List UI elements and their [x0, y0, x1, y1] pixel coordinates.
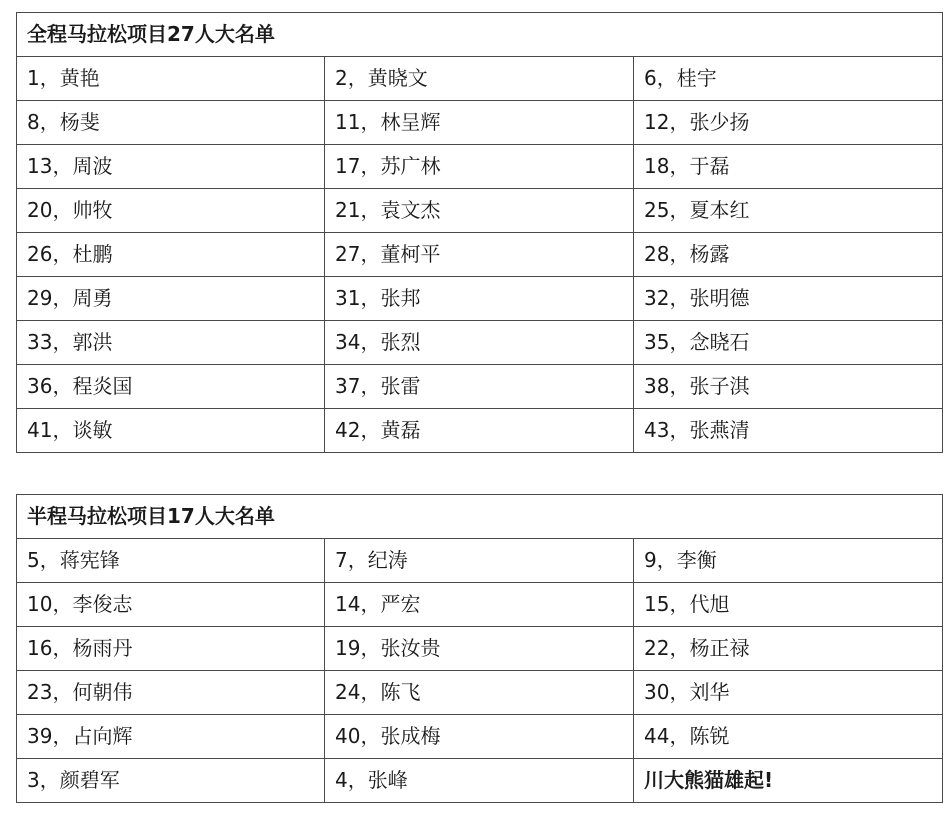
table-row [17, 277, 943, 321]
roster-cell: 26，杜鹏 [17, 233, 325, 277]
roster-cell: 43，张燕清 [634, 409, 943, 453]
table-row [17, 627, 943, 671]
roster-cell: 19，张汝贵 [325, 627, 634, 671]
roster-cell: 13，周波 [17, 145, 325, 189]
half-marathon-table [16, 494, 943, 803]
roster-cell: 36，程炎国 [17, 365, 325, 409]
roster-cell: 7，纪涛 [325, 539, 634, 583]
roster-cell: 38，张子淇 [634, 365, 943, 409]
roster-cell: 5，蒋宪锋 [17, 539, 325, 583]
full-marathon-title: 全程马拉松项目27人大名单 [17, 13, 943, 57]
roster-cell: 1，黄艳 [17, 57, 325, 101]
roster-cell: 15，代旭 [634, 583, 943, 627]
table-title-row [17, 495, 943, 539]
roster-cell: 20，帅牧 [17, 189, 325, 233]
slogan-cell: 川大熊猫雄起! [634, 759, 943, 803]
table-row [17, 57, 943, 101]
roster-cell: 33，郭洪 [17, 321, 325, 365]
roster-cell: 14，严宏 [325, 583, 634, 627]
table-row [17, 715, 943, 759]
roster-cell: 10，李俊志 [17, 583, 325, 627]
roster-cell: 39，占向辉 [17, 715, 325, 759]
table-row [17, 671, 943, 715]
roster-cell: 4，张峰 [325, 759, 634, 803]
roster-cell: 16，杨雨丹 [17, 627, 325, 671]
roster-cell: 27，董柯平 [325, 233, 634, 277]
roster-cell: 35，念晓石 [634, 321, 943, 365]
cropped-previous-text [40, 0, 560, 4]
roster-cell: 34，张烈 [325, 321, 634, 365]
table-row [17, 583, 943, 627]
roster-cell: 9，李衡 [634, 539, 943, 583]
roster-cell: 41，谈敏 [17, 409, 325, 453]
table-title-row [17, 13, 943, 57]
table-row [17, 759, 943, 803]
roster-cell: 32，张明德 [634, 277, 943, 321]
roster-cell: 3，颜碧军 [17, 759, 325, 803]
roster-cell: 22，杨正禄 [634, 627, 943, 671]
full-marathon-table [16, 12, 943, 453]
table-row [17, 101, 943, 145]
roster-cell: 21，袁文杰 [325, 189, 634, 233]
roster-cell: 25，夏本红 [634, 189, 943, 233]
roster-cell: 17，苏广林 [325, 145, 634, 189]
roster-cell: 44，陈锐 [634, 715, 943, 759]
roster-cell: 6，桂宇 [634, 57, 943, 101]
roster-cell: 40，张成梅 [325, 715, 634, 759]
table-row [17, 321, 943, 365]
roster-cell: 8，杨斐 [17, 101, 325, 145]
half-marathon-title: 半程马拉松项目17人大名单 [17, 495, 943, 539]
table-row [17, 365, 943, 409]
roster-cell: 24，陈飞 [325, 671, 634, 715]
table-row [17, 145, 943, 189]
roster-cell: 30，刘华 [634, 671, 943, 715]
table-row [17, 233, 943, 277]
roster-cell: 31，张邦 [325, 277, 634, 321]
roster-cell: 23，何朝伟 [17, 671, 325, 715]
table-row [17, 189, 943, 233]
roster-cell: 11，林呈辉 [325, 101, 634, 145]
roster-cell: 12，张少扬 [634, 101, 943, 145]
roster-cell: 37，张雷 [325, 365, 634, 409]
roster-cell: 29，周勇 [17, 277, 325, 321]
roster-cell: 2，黄晓文 [325, 57, 634, 101]
roster-cell: 42，黄磊 [325, 409, 634, 453]
roster-cell: 18，于磊 [634, 145, 943, 189]
table-row [17, 409, 943, 453]
table-row [17, 539, 943, 583]
roster-cell: 28，杨露 [634, 233, 943, 277]
